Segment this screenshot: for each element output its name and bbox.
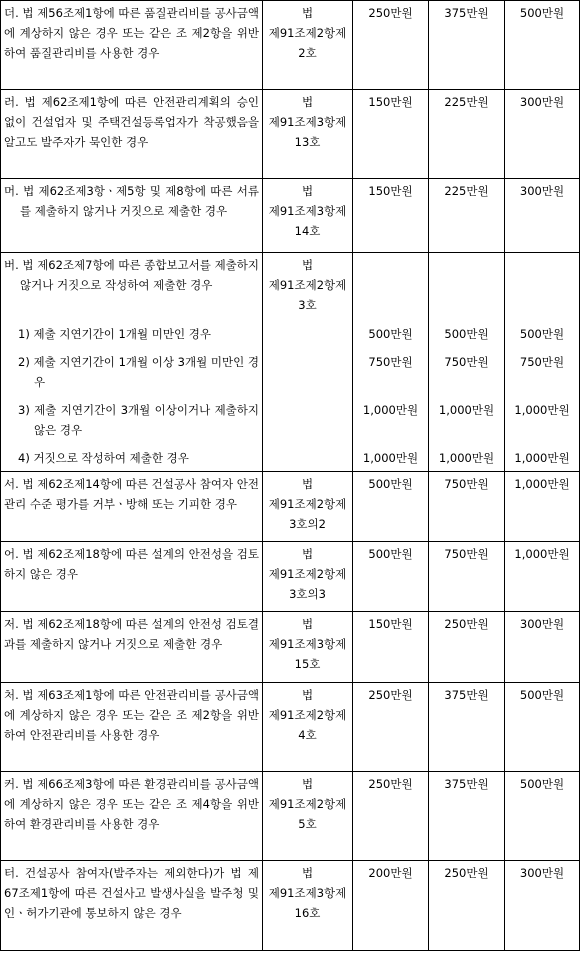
- sub-condition: 1) 제출 지연기간이 1개월 미만인 경우: [1, 322, 263, 350]
- table-row: [1, 398, 580, 446]
- table-row: [1, 612, 580, 683]
- legal-basis: 법 제91조제2항제 3호의3: [263, 542, 353, 612]
- table-row: [1, 446, 580, 472]
- legal-basis: 법 제91조제2항제 2호: [263, 1, 353, 90]
- legal-basis: 법 제91조제3항제 15호: [263, 612, 353, 683]
- second-violation-fine: 1,000만원: [429, 446, 505, 472]
- table-row: [1, 350, 580, 398]
- third-violation-fine: 500만원: [505, 683, 580, 772]
- first-violation-fine: 200만원: [353, 861, 429, 951]
- penalty-table-body: [1, 1, 580, 951]
- first-violation-fine: 250만원: [353, 683, 429, 772]
- first-violation-fine: 150만원: [353, 612, 429, 683]
- table-row: [1, 322, 580, 350]
- violation-description: 저. 법 제62조제18항에 따른 설계의 안전성 검토결과를 제출하지 않거나 거짓으로 제출한 경우: [1, 612, 263, 683]
- table-row: [1, 683, 580, 772]
- sub-condition: 3) 제출 지연기간이 3개월 이상이거나 제출하지 않은 경우: [1, 398, 263, 446]
- second-violation-fine: 225만원: [429, 90, 505, 179]
- third-violation-fine: 1,000만원: [505, 472, 580, 542]
- table-row: [1, 90, 580, 179]
- table-row: [1, 861, 580, 951]
- violation-description: 커. 법 제66조제3항에 따른 환경관리비를 공사금액에 계상하지 않은 경우 또는 같은 조 제4항을 위반하여 환경관리비를 사용한 경우: [1, 772, 263, 861]
- second-violation-fine: 750만원: [429, 542, 505, 612]
- second-violation-fine: 250만원: [429, 612, 505, 683]
- third-violation-fine: 1,000만원: [505, 398, 580, 446]
- second-violation-fine: 375만원: [429, 1, 505, 90]
- third-violation-fine: 500만원: [505, 322, 580, 350]
- legal-basis: 법 제91조제3항제 16호: [263, 861, 353, 951]
- table-row: [1, 472, 580, 542]
- table-row: [1, 542, 580, 612]
- violation-description: 버. 법 제62조제7항에 따른 종합보고서를 제출하지 않거나 거짓으로 작성하여 제출한 경우: [1, 253, 263, 322]
- legal-basis: 법 제91조제2항제 4호: [263, 683, 353, 772]
- violation-description: 머. 법 제62조제3항ㆍ제5항 및 제8항에 따른 서류를 제출하지 않거나 거짓으로 제출한 경우: [1, 179, 263, 253]
- first-violation-fine: 250만원: [353, 1, 429, 90]
- legal-basis: 법 제91조제3항제 14호: [263, 179, 353, 253]
- third-violation-fine: 300만원: [505, 612, 580, 683]
- second-violation-fine: 375만원: [429, 683, 505, 772]
- first-violation-fine: 500만원: [353, 472, 429, 542]
- first-violation-fine: 150만원: [353, 179, 429, 253]
- table-row: [1, 179, 580, 253]
- third-violation-fine: 750만원: [505, 350, 580, 398]
- second-violation-fine: 750만원: [429, 350, 505, 398]
- first-violation-fine: 1,000만원: [353, 446, 429, 472]
- first-violation-fine: 150만원: [353, 90, 429, 179]
- legal-basis: 법 제91조제2항제 5호: [263, 772, 353, 861]
- first-violation-fine: 250만원: [353, 772, 429, 861]
- sub-condition: 4) 거짓으로 작성하여 제출한 경우: [1, 446, 263, 472]
- second-violation-fine: 225만원: [429, 179, 505, 253]
- table-row: [1, 253, 580, 322]
- third-violation-fine: 500만원: [505, 1, 580, 90]
- legal-basis: 법 제91조제3항제 13호: [263, 90, 353, 179]
- table-row: [1, 1, 580, 90]
- second-violation-fine: 1,000만원: [429, 398, 505, 446]
- third-violation-fine: 1,000만원: [505, 542, 580, 612]
- third-violation-fine: 500만원: [505, 772, 580, 861]
- third-violation-fine: 300만원: [505, 861, 580, 951]
- second-violation-fine: 750만원: [429, 472, 505, 542]
- second-violation-fine: 375만원: [429, 772, 505, 861]
- third-violation-fine: 300만원: [505, 179, 580, 253]
- third-violation-fine: 1,000만원: [505, 446, 580, 472]
- violation-description: 더. 법 제56조제1항에 따른 품질관리비를 공사금액에 계상하지 않은 경우 또는 같은 조 제2항을 위반하여 품질관리비를 사용한 경우: [1, 1, 263, 90]
- violation-description: 어. 법 제62조제18항에 따른 설계의 안전성을 검토하지 않은 경우: [1, 542, 263, 612]
- first-violation-fine: 500만원: [353, 322, 429, 350]
- violation-description: 서. 법 제62조제14항에 따른 건설공사 참여자 안전관리 수준 평가를 거부ㆍ방해 또는 기피한 경우: [1, 472, 263, 542]
- violation-description: 러. 법 제62조제1항에 따른 안전관리계획의 승인 없이 건설업자 및 주택건설등록업자가 착공했음을 알고도 발주자가 묵인한 경우: [1, 90, 263, 179]
- first-violation-fine: 500만원: [353, 542, 429, 612]
- second-violation-fine: 500만원: [429, 322, 505, 350]
- legal-basis: 법 제91조제2항제 3호: [263, 253, 353, 322]
- legal-basis: 법 제91조제2항제 3호의2: [263, 472, 353, 542]
- third-violation-fine: 300만원: [505, 90, 580, 179]
- violation-description: 터. 건설공사 참여자(발주자는 제외한다)가 법 제67조제1항에 따른 건설사고 발생사실을 발주청 및 인ㆍ허가기관에 통보하지 않은 경우: [1, 861, 263, 951]
- first-violation-fine: 750만원: [353, 350, 429, 398]
- first-violation-fine: 1,000만원: [353, 398, 429, 446]
- second-violation-fine: 250만원: [429, 861, 505, 951]
- violation-description: 처. 법 제63조제1항에 따른 안전관리비를 공사금액에 계상하지 않은 경우 또는 같은 조 제2항을 위반하여 안전관리비를 사용한 경우: [1, 683, 263, 772]
- sub-condition: 2) 제출 지연기간이 1개월 이상 3개월 미만인 경우: [1, 350, 263, 398]
- table-row: [1, 772, 580, 861]
